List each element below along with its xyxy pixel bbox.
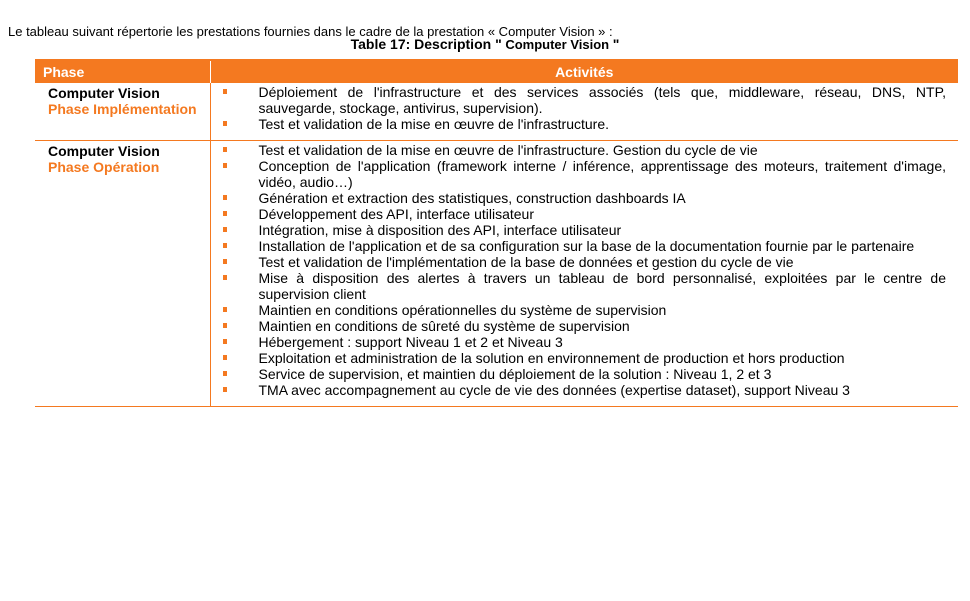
square-bullet-icon	[223, 211, 227, 216]
phase-stage: Phase Implémentation	[48, 101, 197, 117]
list-item	[223, 206, 947, 222]
caption-suffix: "	[612, 36, 620, 52]
table-caption	[0, 36, 970, 52]
square-bullet-icon	[223, 371, 227, 376]
square-bullet-icon	[223, 89, 227, 94]
table-header-row	[35, 60, 958, 83]
caption-term: Computer Vision	[501, 37, 613, 52]
square-bullet-icon	[223, 307, 227, 312]
list-item	[223, 238, 947, 254]
list-item	[223, 350, 947, 366]
activity-text: Intégration, mise à disposition des API, interface utilisateur	[258, 222, 622, 238]
activity-text: Maintien en conditions opérationnelles du système de supervision	[258, 302, 667, 318]
square-bullet-icon	[223, 227, 227, 232]
phase-stage: Phase Opération	[48, 159, 160, 175]
table-row	[35, 83, 958, 141]
computer-vision-table	[35, 59, 958, 407]
square-bullet-icon	[223, 323, 227, 328]
list-item	[223, 116, 947, 132]
list-item	[223, 142, 947, 158]
square-bullet-icon	[223, 387, 227, 392]
square-bullet-icon	[223, 275, 227, 280]
list-item	[223, 158, 947, 190]
square-bullet-icon	[223, 147, 227, 152]
square-bullet-icon	[223, 243, 227, 248]
activity-text: Déploiement de l'infrastructure et des services associés (tels que, middleware, réseau, DNS, NTP, sauvegarde, stockage, antivirus, supervision).	[258, 84, 946, 116]
list-item	[223, 334, 947, 350]
table-row	[35, 141, 958, 407]
activities-list	[259, 142, 947, 398]
activity-text: Test et validation de la mise en œuvre de l'infrastructure. Gestion du cycle de vie	[258, 142, 758, 158]
activity-text: Hébergement : support Niveau 1 et 2 et Niveau 3	[258, 334, 563, 350]
activity-text: Test et validation de l'implémentation de la base de données et gestion du cycle de vie	[258, 254, 794, 270]
list-item	[223, 254, 947, 270]
activity-text: Test et validation de la mise en œuvre de l'infrastructure.	[258, 116, 609, 132]
phase-cell	[35, 83, 210, 141]
phase-name: Computer Vision	[48, 85, 160, 101]
activity-text: Service de supervision, et maintien du déploiement de la solution : Niveau 1, 2 et 3	[258, 366, 772, 382]
list-item	[223, 318, 947, 334]
activity-text: Maintien en conditions de sûreté du système de supervision	[258, 318, 630, 334]
activity-text: Installation de l'application et de sa configuration sur la base de la documentation fournie par le partenaire	[258, 238, 915, 254]
activity-text: TMA avec accompagnement au cycle de vie des données (expertise dataset), support Niveau 3	[258, 382, 850, 398]
square-bullet-icon	[223, 121, 227, 126]
activities-cell	[210, 83, 958, 141]
list-item	[223, 382, 947, 398]
caption-prefix: Table 17: Description "	[350, 36, 502, 52]
activity-text: Exploitation et administration de la solution en environnement de production et hors production	[258, 350, 845, 366]
list-item	[223, 270, 947, 302]
list-item	[223, 222, 947, 238]
square-bullet-icon	[223, 339, 227, 344]
phase-name: Computer Vision	[48, 143, 160, 159]
square-bullet-icon	[223, 163, 227, 168]
square-bullet-icon	[223, 195, 227, 200]
list-item	[223, 190, 947, 206]
header-activites: Activités	[210, 60, 958, 83]
activity-text: Développement des API, interface utilisateur	[258, 206, 534, 222]
list-item	[223, 366, 947, 382]
activity-text: Conception de l'application (framework interne / inférence, apprentissage des moteurs, traitement d'image, vidéo, audio…)	[258, 158, 946, 190]
activity-text: Génération et extraction des statistiques, construction dashboards IA	[258, 190, 686, 206]
square-bullet-icon	[223, 355, 227, 360]
header-phase: Phase	[35, 60, 210, 83]
activities-list	[259, 84, 947, 132]
phase-cell	[35, 141, 210, 407]
list-item	[223, 84, 947, 116]
list-item	[223, 302, 947, 318]
intro-paragraph: Le tableau suivant répertorie les prestations fournies dans le cadre de la prestation « Computer Vision » :	[8, 24, 613, 39]
activities-cell	[210, 141, 958, 407]
square-bullet-icon	[223, 259, 227, 264]
activity-text: Mise à disposition des alertes à travers un tableau de bord personnalisé, exploitées par le centre de supervision client	[258, 270, 946, 302]
